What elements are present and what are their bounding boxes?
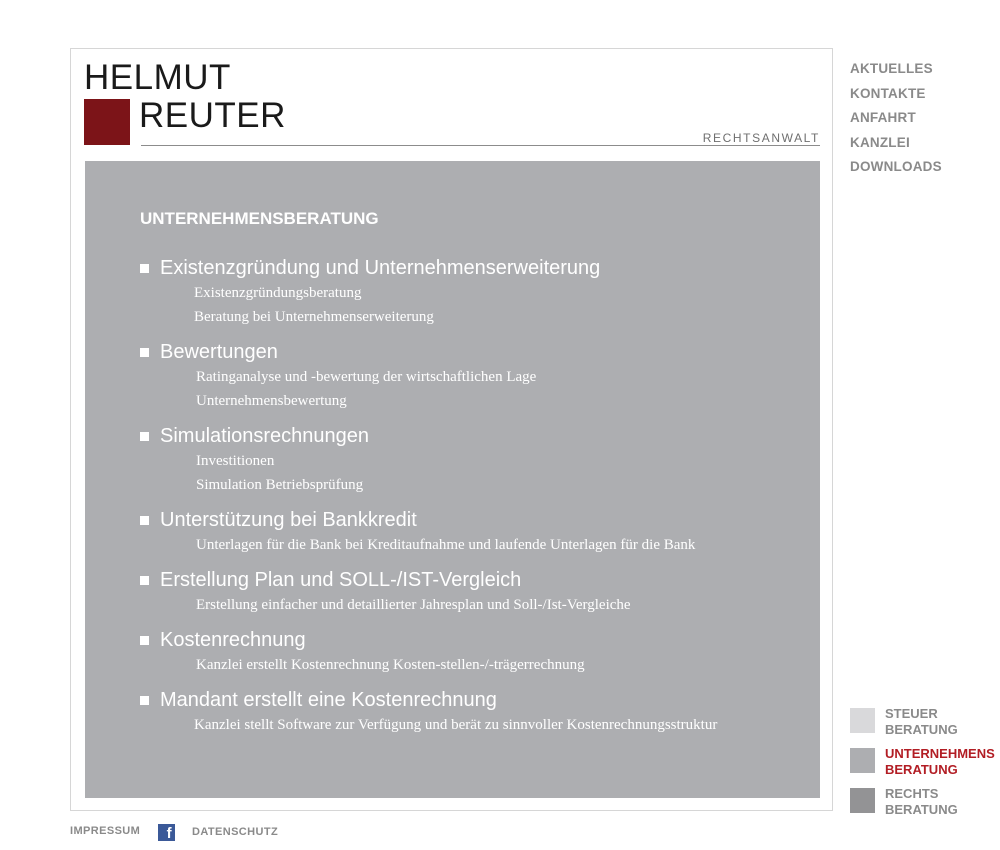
- group-item: Kanzlei stellt Software zur Verfügung und berät zu sinnvoller Kostenrechnungsstruktur: [194, 717, 718, 733]
- service-link-label: RECHTS BERATUNG: [885, 786, 958, 817]
- service-group-simulationsrechnungen: [140, 423, 369, 497]
- logo-square-icon[interactable]: [84, 99, 130, 145]
- nav-kanzlei[interactable]: KANZLEI: [850, 134, 910, 150]
- group-heading-text: Existenzgründung und Unternehmenserweiterung: [160, 257, 601, 279]
- service-link-steuerberatung[interactable]: [850, 708, 1000, 742]
- datenschutz-link[interactable]: DATENSCHUTZ: [192, 826, 279, 838]
- bullet-square-icon: [140, 432, 149, 441]
- bullet-square-icon: [140, 516, 149, 525]
- service-link-unternehmensberatung[interactable]: [850, 748, 1000, 782]
- nav-downloads[interactable]: DOWNLOADS: [850, 159, 942, 174]
- service-group-kostenrechnung: [140, 627, 585, 677]
- service-group-bankkredit: [140, 507, 695, 557]
- group-item: Ratinganalyse und -bewertung der wirtschaftlichen Lage: [196, 369, 537, 385]
- service-group-mandant: [140, 687, 717, 737]
- group-item: Unterlagen für die Bank bei Kreditaufnahme und laufende Unterlagen für die Bank: [196, 537, 696, 553]
- page-title: UNTERNEHMENSBERATUNG: [140, 209, 379, 228]
- main-content: [85, 161, 820, 798]
- nav-anfahrt[interactable]: ANFAHRT: [850, 110, 916, 125]
- group-heading-text: Unterstützung bei Bankkredit: [160, 509, 417, 531]
- swatch-square-icon: [850, 788, 875, 813]
- bullet-square-icon: [140, 348, 149, 357]
- facebook-icon[interactable]: f: [158, 824, 175, 841]
- main-nav: [850, 57, 942, 180]
- group-heading: [140, 507, 695, 533]
- logo-subtitle: RECHTSANWALT: [702, 131, 820, 145]
- service-group-bewertungen: [140, 339, 536, 413]
- bullet-square-icon: [140, 696, 149, 705]
- group-heading-text: Bewertungen: [160, 341, 278, 363]
- swatch-square-icon: [850, 748, 875, 773]
- bullet-square-icon: [140, 636, 149, 645]
- logo-divider: [141, 145, 820, 146]
- swatch-square-icon: [850, 708, 875, 733]
- group-heading: [140, 687, 717, 713]
- service-group-existenzgruendung: [140, 255, 600, 329]
- group-heading-text: Kostenrechnung: [160, 629, 306, 651]
- group-item: Existenzgründungsberatung: [194, 285, 362, 301]
- group-heading: [140, 567, 631, 593]
- group-item: Erstellung einfacher und detaillierter Jahresplan und Soll-/Ist-Vergleiche: [196, 597, 631, 613]
- group-heading-text: Mandant erstellt eine Kostenrechnung: [160, 689, 497, 711]
- group-heading: [140, 627, 585, 653]
- group-heading: [140, 339, 536, 365]
- service-link-label: UNTERNEHMENS BERATUNG: [885, 746, 995, 777]
- group-item: Beratung bei Unternehmenserweiterung: [194, 309, 434, 325]
- service-link-rechtsberatung[interactable]: [850, 788, 1000, 822]
- service-link-label: STEUER BERATUNG: [885, 706, 958, 737]
- impressum-link[interactable]: IMPRESSUM: [70, 825, 141, 837]
- logo-name-first[interactable]: HELMUT: [84, 58, 231, 97]
- group-item: Simulation Betriebsprüfung: [196, 477, 364, 493]
- group-item: Kanzlei erstellt Kostenrechnung Kosten-stellen-/-trägerrechnung: [196, 657, 585, 673]
- nav-kontakte[interactable]: KONTAKTE: [850, 85, 926, 101]
- nav-aktuelles[interactable]: AKTUELLES: [850, 61, 933, 76]
- group-item: Unternehmensbewertung: [196, 393, 347, 409]
- service-group-soll-ist: [140, 567, 631, 617]
- group-heading: [140, 423, 369, 449]
- bullet-square-icon: [140, 264, 149, 273]
- group-heading: [140, 255, 600, 281]
- group-heading-text: Erstellung Plan und SOLL-/IST-Vergleich: [160, 569, 522, 591]
- bullet-square-icon: [140, 576, 149, 585]
- logo-name-last[interactable]: REUTER: [139, 96, 286, 135]
- group-item: Investitionen: [196, 453, 275, 469]
- group-heading-text: Simulationsrechnungen: [160, 425, 370, 447]
